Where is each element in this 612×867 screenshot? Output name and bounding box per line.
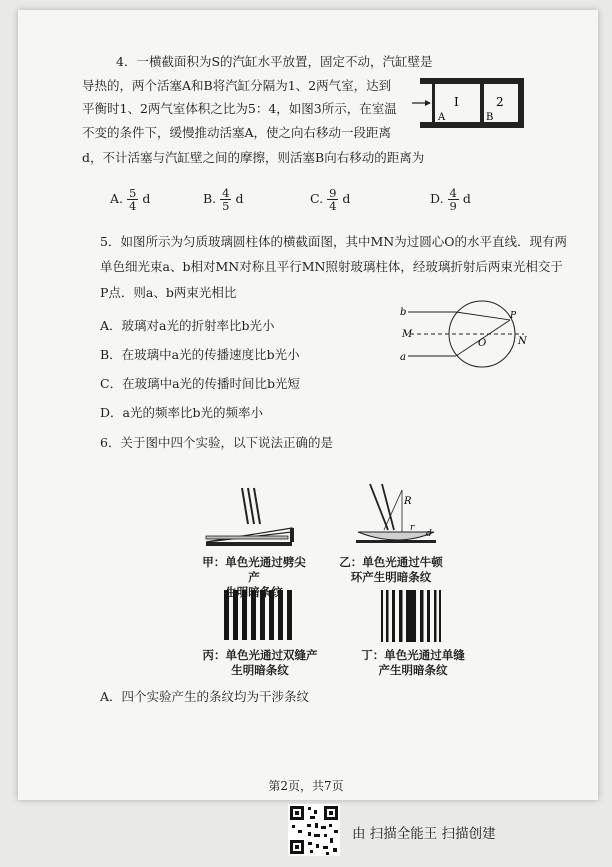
q6-stem: 6．关于图中四个实验，以下说法正确的是	[100, 435, 333, 450]
caption-bing: 丙：单色光通过双缝产 生明暗条纹	[202, 648, 318, 677]
caption-yi: 乙：单色光通过牛顿 环产生明暗条纹	[339, 555, 443, 584]
q4-line-4: 不变的条件下，缓慢推动活塞A，使之向右移动一段距离	[82, 125, 392, 140]
small-r-label: r	[410, 523, 415, 533]
page-number: 第2页，共7页	[268, 779, 344, 793]
qr-code-icon	[288, 804, 340, 856]
chamber-1-label: I	[454, 95, 459, 109]
q4-line-1: 4．一横截面积为S的汽缸水平放置，固定不动，汽缸壁是	[116, 54, 433, 69]
chamber-2-label: 2	[496, 95, 504, 109]
point-n-label: N	[518, 336, 527, 347]
q4-option-c[interactable]: C. $\frac{9}{4}$ d	[310, 186, 351, 213]
caption-jia: 甲：单色光通过劈尖产	[202, 555, 306, 584]
q5-line-2: 单色细光束a、b相对MN对称且平行MN照射玻璃柱体，经玻璃折射后两束光相交于	[100, 259, 563, 274]
beam-a-label: a	[400, 352, 406, 363]
q5-option-c[interactable]: C．在玻璃中a光的传播时间比b光短	[100, 376, 301, 391]
q5-option-b[interactable]: B．在玻璃中a光的传播速度比b光小	[100, 347, 300, 362]
gap-d-label: d	[426, 529, 432, 539]
q5-option-a[interactable]: A．玻璃对a光的折射率比b光小	[100, 318, 275, 333]
scanner-watermark: 由 扫描全能王 扫描创建	[352, 826, 496, 842]
point-m-label: M	[402, 329, 413, 340]
double-slit-fringes	[222, 590, 300, 640]
q4-option-a[interactable]: A. $\frac{5}{4}$ d	[110, 186, 151, 213]
piston-a-label: A	[438, 112, 446, 123]
q4-line-5: d，不计活塞与汽缸壁之间的摩擦，则活塞B向右移动的距离为	[82, 150, 425, 165]
single-slit-fringes	[380, 590, 442, 642]
cylinder-figure	[410, 72, 530, 134]
q5-option-d[interactable]: D．a光的频率比b光的频率小	[100, 405, 263, 420]
newton-rings-figure	[348, 482, 440, 554]
q6-option-a[interactable]: A．四个实验产生的条纹均为干涉条纹	[100, 689, 310, 704]
q4-option-d[interactable]: D. $\frac{4}{9}$ d	[430, 186, 471, 213]
q5-line-3: P点．则a、b两束光相比	[100, 285, 237, 300]
glass-cylinder-figure	[398, 296, 532, 376]
point-p-label: P	[510, 311, 517, 321]
beam-b-label: b	[400, 307, 407, 318]
q4-option-b[interactable]: B. $\frac{4}{5}$ d	[203, 186, 244, 213]
wedge-figure	[196, 484, 298, 554]
piston-b-label: B	[486, 112, 494, 123]
center-o-label: O	[478, 338, 487, 349]
radius-r-label: R	[404, 496, 412, 507]
q5-line-1: 5．如图所示为匀质玻璃圆柱体的横截面图，其中MN为过圆心O的水平直线．现有两	[100, 234, 567, 249]
caption-ding: 丁：单色光通过单缝 产生明暗条纹	[361, 648, 465, 677]
q4-line-2: 导热的，两个活塞A和B将汽缸分隔为1、2两气室，达到	[82, 78, 392, 93]
q4-line-3: 平衡时1、2两气室体积之比为5：4，如图3所示，在室温	[82, 101, 397, 116]
